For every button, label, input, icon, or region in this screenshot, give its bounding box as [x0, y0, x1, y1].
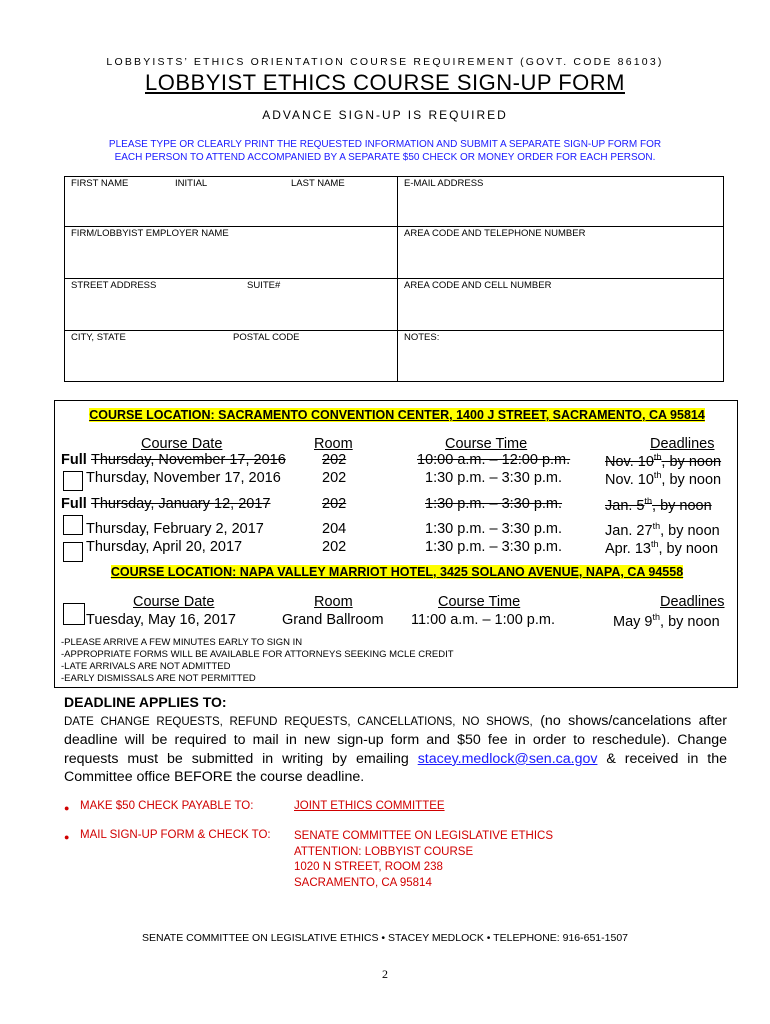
col-header-course-date: Course Date	[141, 436, 223, 452]
deadline-heading: DEADLINE APPLIES TO:	[64, 694, 227, 710]
applicant-form	[64, 176, 724, 382]
email-link[interactable]: stacey.medlock@sen.ca.gov	[417, 750, 598, 767]
instructions-line-1: PLEASE TYPE OR CLEARLY PRINT THE REQUESTED INFORMATION AND SUBMIT A SEPARATE SIGN-UP FORM FOR	[108, 139, 662, 150]
telephone-field[interactable]: AREA CODE AND TELEPHONE NUMBER	[404, 228, 586, 239]
full-label: Full	[61, 496, 87, 512]
session-checkbox[interactable]	[63, 471, 83, 491]
session-deadline: May 9th, by noon	[613, 612, 720, 630]
page-number: 2	[382, 967, 388, 981]
instructions	[0, 138, 770, 164]
header-requirement-line: LOBBYISTS’ ETHICS ORIENTATION COURSE REQUIREMENT (GOVT. CODE 86103)	[106, 56, 664, 68]
session-room: 202	[322, 539, 347, 555]
session-date: Thursday, November 17, 2016	[86, 470, 281, 486]
session-time: 11:00 a.m. – 1:00 p.m.	[411, 612, 556, 628]
check-payable-label: MAKE $50 CHECK PAYABLE TO:	[80, 800, 254, 812]
session-date: Thursday, February 2, 2017	[86, 521, 264, 537]
session-time: 1:30 p.m. – 3:30 p.m.	[425, 539, 563, 555]
session-room: Grand Ballroom	[282, 612, 384, 628]
check-payable-value: JOINT ETHICS COMMITTEE	[294, 800, 445, 812]
session-deadline: Apr. 13th, by noon	[605, 539, 719, 557]
session-time: 1:30 p.m. – 3:30 p.m.	[425, 470, 563, 486]
deadline-caps: DATE CHANGE REQUESTS, REFUND REQUESTS, CANCELLATIONS, NO SHOWS,	[64, 716, 533, 728]
session-room: 202	[322, 452, 347, 468]
session-room: 204	[322, 521, 347, 537]
note-item: -LATE ARRIVALS ARE NOT ADMITTED	[61, 661, 231, 672]
postal-code-field[interactable]: POSTAL CODE	[233, 332, 300, 343]
session-date: Thursday, April 20, 2017	[86, 539, 243, 555]
advance-notice: ADVANCE SIGN-UP IS REQUIRED	[262, 108, 508, 122]
session-time: 1:30 p.m. – 3:30 p.m.	[425, 521, 563, 537]
grid-divider	[65, 278, 723, 279]
session-deadline: Nov. 10th, by noon	[605, 452, 722, 470]
col-header-deadlines: Deadlines	[660, 594, 725, 610]
suite-field[interactable]: SUITE#	[247, 280, 281, 291]
grid-divider	[65, 226, 723, 227]
grid-divider	[397, 177, 398, 381]
bullet-icon: ●	[64, 803, 70, 813]
session-deadline: Nov. 10th, by noon	[605, 470, 722, 488]
col-header-room: Room	[314, 594, 353, 610]
full-label: Full	[61, 452, 87, 468]
col-header-deadlines: Deadlines	[650, 436, 715, 452]
session-time: 10:00 a.m. – 12:00 p.m.	[417, 452, 571, 468]
mail-address: SENATE COMMITTEE ON LEGISLATIVE ETHICS ATTENTION: LOBBYIST COURSE 1020 N STREET, ROOM 238 SACRAMENTO, CA 95814	[294, 830, 554, 889]
session-deadline: Jan. 27th, by noon	[605, 521, 720, 539]
session-room: 202	[322, 496, 347, 512]
napa-location: COURSE LOCATION: NAPA VALLEY MARRIOT HOTEL, 3425 SOLANO AVENUE, NAPA, CA 94558	[110, 565, 684, 579]
session-time: 1:30 p.m. – 3:30 p.m.	[425, 496, 563, 512]
session-checkbox[interactable]	[63, 603, 85, 625]
notes-field[interactable]: NOTES:	[404, 332, 440, 343]
session-date: Thursday, January 12, 2017	[91, 496, 271, 512]
session-date: Tuesday, May 16, 2017	[86, 612, 236, 628]
session-room: 202	[322, 470, 347, 486]
footer-contact: SENATE COMMITTEE ON LEGISLATIVE ETHICS • STACEY MEDLOCK • TELEPHONE: 916-651-1507	[141, 932, 629, 944]
bullet-icon: ●	[64, 832, 70, 842]
instructions-line-2: EACH PERSON TO ATTEND ACCOMPANIED BY A SEPARATE $50 CHECK OR MONEY ORDER FOR EACH PERSON.	[114, 152, 656, 163]
street-address-field[interactable]: STREET ADDRESS	[71, 280, 157, 291]
note-item: -APPROPRIATE FORMS WILL BE AVAILABLE FOR ATTORNEYS SEEKING MCLE CREDIT	[61, 649, 454, 660]
col-header-course-time: Course Time	[445, 436, 528, 452]
session-deadline: Jan. 5th, by noon	[605, 496, 712, 514]
note-item: -PLEASE ARRIVE A FEW MINUTES EARLY TO SIGN IN	[61, 637, 303, 648]
session-checkbox[interactable]	[63, 542, 83, 562]
cell-number-field[interactable]: AREA CODE AND CELL NUMBER	[404, 280, 552, 291]
city-state-field[interactable]: CITY, STATE	[71, 332, 126, 343]
page-title: LOBBYIST ETHICS COURSE SIGN-UP FORM	[145, 70, 625, 95]
grid-divider	[65, 330, 723, 331]
firm-field[interactable]: FIRM/LOBBYIST EMPLOYER NAME	[71, 228, 229, 239]
initial-field[interactable]: INITIAL	[175, 178, 208, 189]
course-schedule-box	[54, 400, 738, 688]
mail-to-label: MAIL SIGN-UP FORM & CHECK TO:	[80, 829, 271, 841]
session-checkbox[interactable]	[63, 515, 83, 535]
col-header-course-date: Course Date	[133, 594, 215, 610]
email-field[interactable]: E-MAIL ADDRESS	[404, 178, 484, 189]
last-name-field[interactable]: LAST NAME	[291, 178, 345, 189]
first-name-field[interactable]: FIRST NAME	[71, 178, 129, 189]
col-header-room: Room	[314, 436, 353, 452]
col-header-course-time: Course Time	[438, 594, 521, 610]
session-date: Thursday, November 17, 2016	[91, 452, 286, 468]
sacramento-location: COURSE LOCATION: SACRAMENTO CONVENTION CENTER, 1400 J STREET, SACRAMENTO, CA 95814	[89, 408, 705, 422]
note-item: -EARLY DISMISSALS ARE NOT PERMITTED	[61, 673, 256, 684]
deadline-paragraph: DATE CHANGE REQUESTS, REFUND REQUESTS, CANCELLATIONS, NO SHOWS, (no shows/cancelations after deadline will be required to mail in new sign-up form and $50 fee in order to reschedule). Change requests must be submitted in writing by emailing stacey.medlock@sen.ca.gov & received in the Committee office BEFORE the course deadline.	[64, 713, 728, 786]
